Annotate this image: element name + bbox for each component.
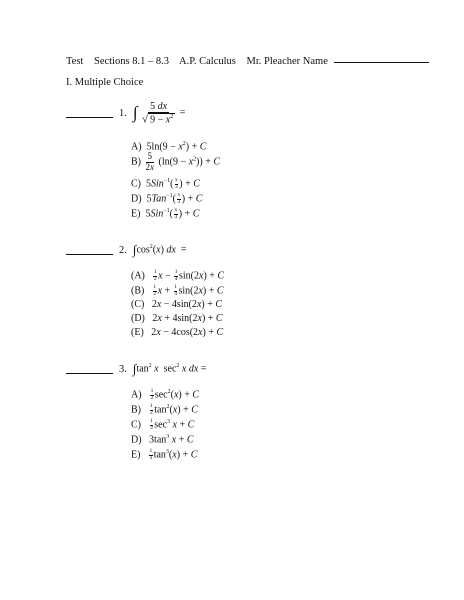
section-title: I. Multiple Choice (66, 77, 144, 88)
question-prompt-1: ∫ $\frac{5 dx}{√ 9 - x^2}$ = (132, 101, 186, 126)
question-number-1: 1. (119, 107, 127, 119)
q1-choice-a[interactable]: A) $5\ln(9 - x^2) + C$ (131, 141, 207, 153)
header-course: A.P. Calculus (179, 56, 236, 67)
name-blank-line[interactable] (334, 54, 429, 63)
question-prompt-3: $\int\tan^2$ x $\sec^2 x$ dx = (132, 361, 207, 376)
question-prompt-2: $\int\cos^2(x)$ dx = (132, 242, 187, 257)
question-3 (66, 361, 206, 377)
q2-choice-b[interactable]: (B) $\frac{1}{2}$ x + $\frac{1}{4}$ sin(2x) + C (131, 284, 224, 297)
q2-choice-c[interactable]: (C) 2x − 4sin(2x) + C (131, 299, 223, 310)
answer-blank-1[interactable] (66, 109, 113, 118)
test-header (66, 55, 429, 67)
header-teacher: Mr. Pleacher (246, 56, 301, 67)
q2-choice-e[interactable]: (E) 2x − 4cos(2x) + C (131, 327, 224, 338)
q3-choice-e[interactable]: E) $\frac{1}{3}$ $\tan^3(x) + C$ (131, 448, 198, 461)
header-name-label: Name (302, 56, 328, 67)
q3-choice-d[interactable]: D) $3\tan^3$ x + C (131, 434, 194, 446)
q1-choice-c[interactable]: C) 5Sin$^{-1}$( $\frac{x}{3}$ ) + C (131, 177, 200, 190)
q1-choice-b[interactable]: B) $\frac{5}{2x}$ $(\ln(9 - x^2)) + C$ (131, 151, 221, 172)
question-number-2: 2. (119, 244, 127, 256)
q3-choice-a[interactable]: A) $\frac{1}{2}$ $\sec^2(x) + C$ (131, 388, 200, 401)
q2-choice-a[interactable]: (A) $\frac{1}{2}$ x − $\frac{1}{4}$ sin(2x) + C (131, 269, 225, 282)
q1-choice-e[interactable]: E) 5Sin$^{-1}$( $\frac{x}{3}$ ) + C (131, 207, 200, 220)
header-sections: Sections 8.1 – 8.3 (93, 56, 169, 67)
q3-choice-c[interactable]: C) $\frac{1}{3}$ $\sec^3 x + C$ (131, 418, 195, 431)
q3-choice-b[interactable]: B) $\frac{1}{2}$ $\tan^2(x) + C$ (131, 403, 198, 416)
q1-choice-d[interactable]: D) 5Tan$^{-1}$( $\frac{x}{3}$ ) + C (131, 192, 203, 205)
question-1 (66, 101, 185, 125)
q2-choice-d[interactable]: (D) 2x + 4sin(2x) + C (131, 313, 223, 324)
question-2 (66, 242, 187, 258)
answer-blank-2[interactable] (66, 246, 113, 255)
question-number-3: 3. (119, 363, 127, 375)
header-test-label: Test (66, 56, 84, 67)
answer-blank-3[interactable] (66, 365, 113, 374)
